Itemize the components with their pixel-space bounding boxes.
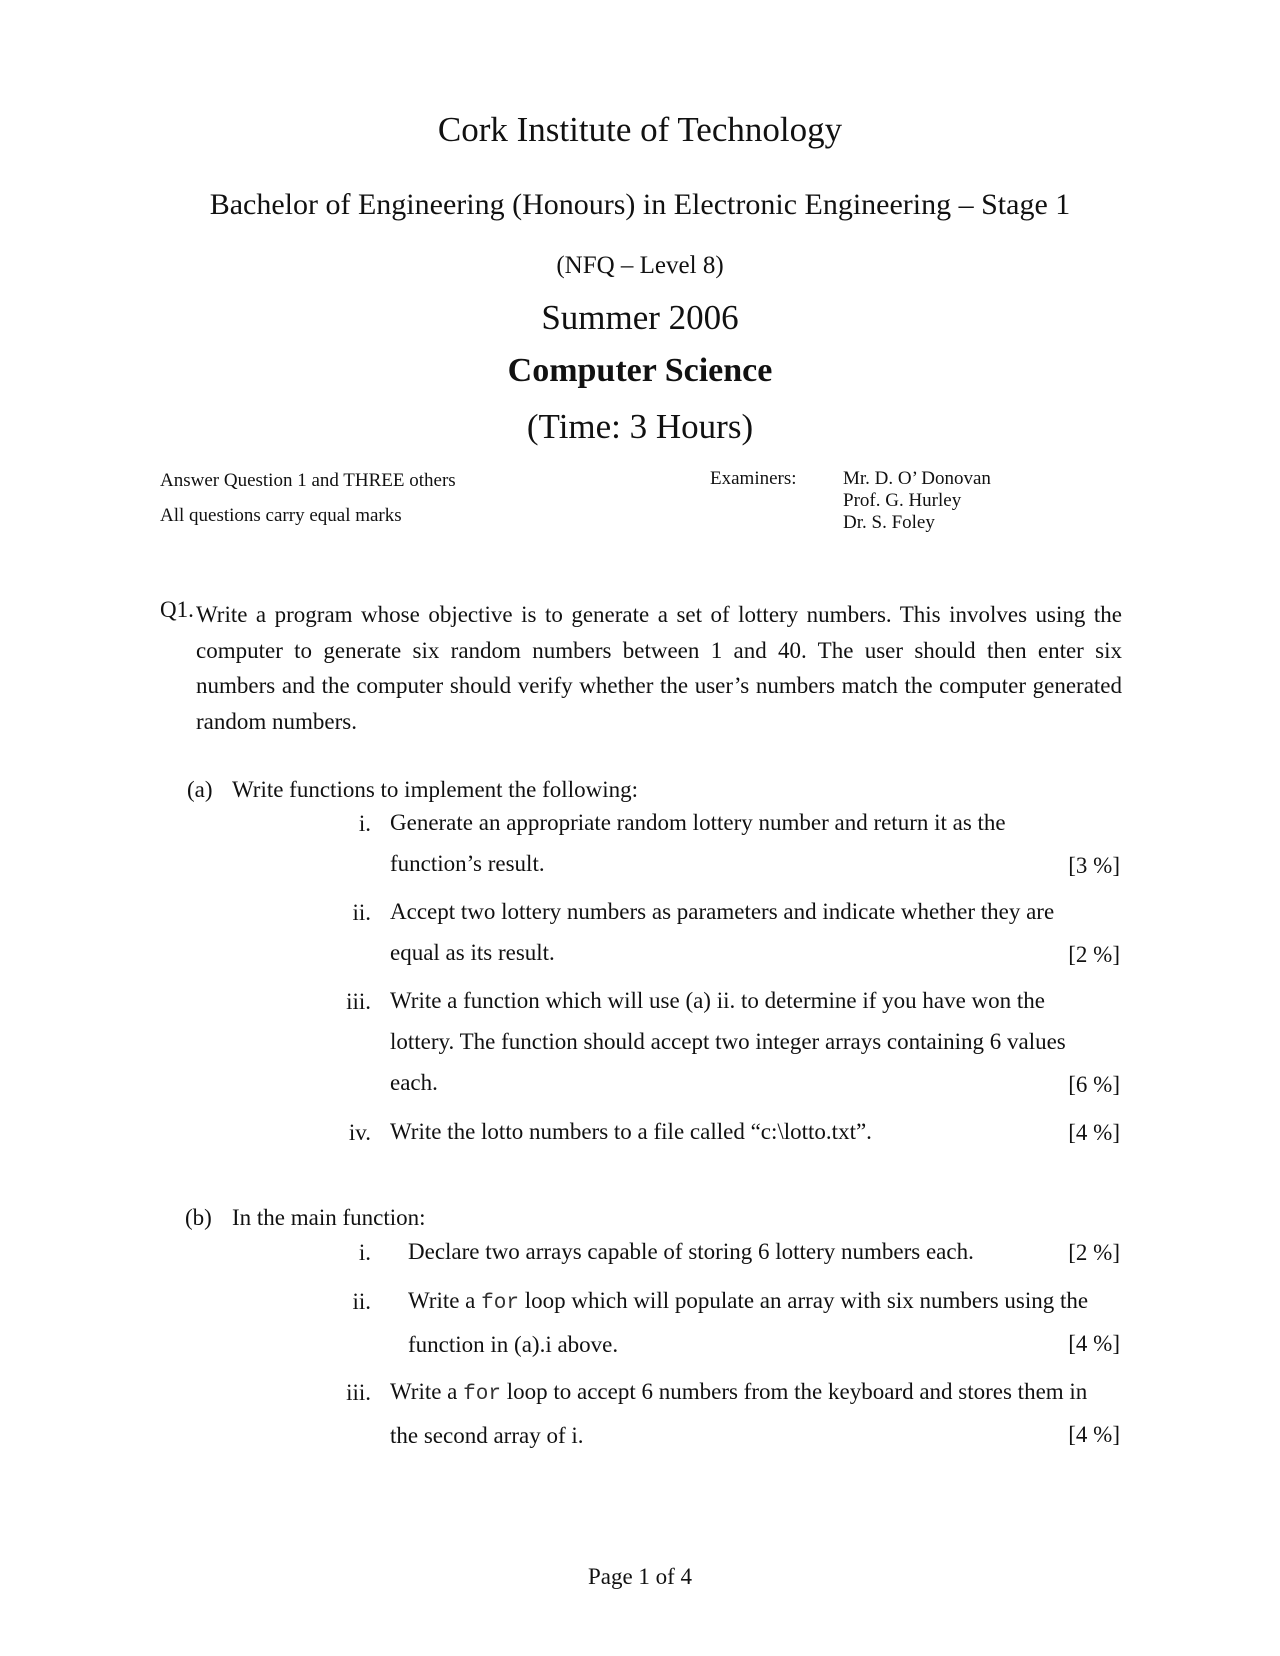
item-text-after: loop which will populate an array with six numbers using the function in (a).i above.	[408, 1288, 1089, 1357]
institute-title: Cork Institute of Technology	[437, 110, 843, 149]
instruction-answer: Answer Question 1 and THREE others	[160, 470, 456, 491]
part-a-intro: Write functions to implement the following:	[232, 777, 638, 802]
item-text: Write the lotto numbers to a file called “c:\lotto.txt”.	[390, 1119, 872, 1144]
item-text-before: Write a	[390, 1379, 464, 1404]
item-numeral: i.	[358, 811, 371, 836]
examiner-name: Prof. G. Hurley	[843, 490, 962, 511]
examiners-label: Examiners:	[710, 468, 797, 489]
item-text: Accept two lottery numbers as parameters and indicate whether they are equal as its result.	[390, 899, 1055, 965]
item-numeral: i.	[358, 1240, 371, 1265]
item-numeral: iii.	[346, 1380, 371, 1405]
part-b-intro: In the main function:	[232, 1205, 426, 1230]
instruction-marks: All questions carry equal marks	[160, 505, 402, 526]
question-text: Write a program whose objective is to generate a set of lottery numbers. This involves using the computer to generate six random numbers between 1 and 40. The user should then enter six numbers and the computer should verify whether the user’s numbers match the computer generated random numbers.	[196, 602, 1122, 734]
item-numeral: iv.	[348, 1120, 371, 1145]
code-keyword: for	[463, 1383, 501, 1406]
item-text-after: loop to accept 6 numbers from the keyboard and stores them in the second array of i.	[390, 1379, 1088, 1448]
item-mark: [2 %]	[1068, 942, 1120, 967]
examiner-name: Mr. D. O’ Donovan	[843, 468, 991, 489]
programme-title: Bachelor of Engineering (Honours) in Electronic Engineering – Stage 1	[209, 188, 1071, 221]
item-mark: [3 %]	[1068, 853, 1120, 878]
item-text	[390, 1371, 1120, 1456]
item-mark: [2 %]	[1068, 1240, 1120, 1265]
examiners-list	[843, 468, 991, 534]
item-text-before: Write a	[408, 1288, 482, 1313]
question-number: Q1.	[160, 597, 194, 622]
item-numeral: iii.	[346, 989, 371, 1014]
item-mark: [4 %]	[1068, 1120, 1120, 1145]
item-mark: [6 %]	[1068, 1072, 1120, 1097]
item-text: Write a function which will use (a) ii. to determine if you have won the lottery. The function should accept two integer arrays containing 6 values each.	[390, 988, 1066, 1095]
item-text: Generate an appropriate random lottery number and return it as the function’s result.	[390, 810, 1006, 876]
part-a-label: (a)	[187, 777, 213, 802]
exam-duration: (Time: 3 Hours)	[526, 407, 754, 446]
item-mark: [4 %]	[1068, 1331, 1120, 1356]
item-mark: [4 %]	[1068, 1422, 1120, 1447]
item-text: Declare two arrays capable of storing 6 lottery numbers each.	[408, 1239, 974, 1264]
exam-session: Summer 2006	[541, 298, 739, 337]
item-text	[408, 1280, 1122, 1365]
code-keyword: for	[481, 1292, 519, 1315]
subject-title: Computer Science	[507, 352, 773, 389]
examiner-name: Dr. S. Foley	[843, 512, 935, 533]
part-b-label: (b)	[185, 1205, 212, 1230]
nfq-level: (NFQ – Level 8)	[556, 252, 724, 279]
item-numeral: ii.	[352, 900, 371, 925]
item-numeral: ii.	[352, 1289, 371, 1314]
page-number: Page 1 of 4	[587, 1564, 693, 1589]
